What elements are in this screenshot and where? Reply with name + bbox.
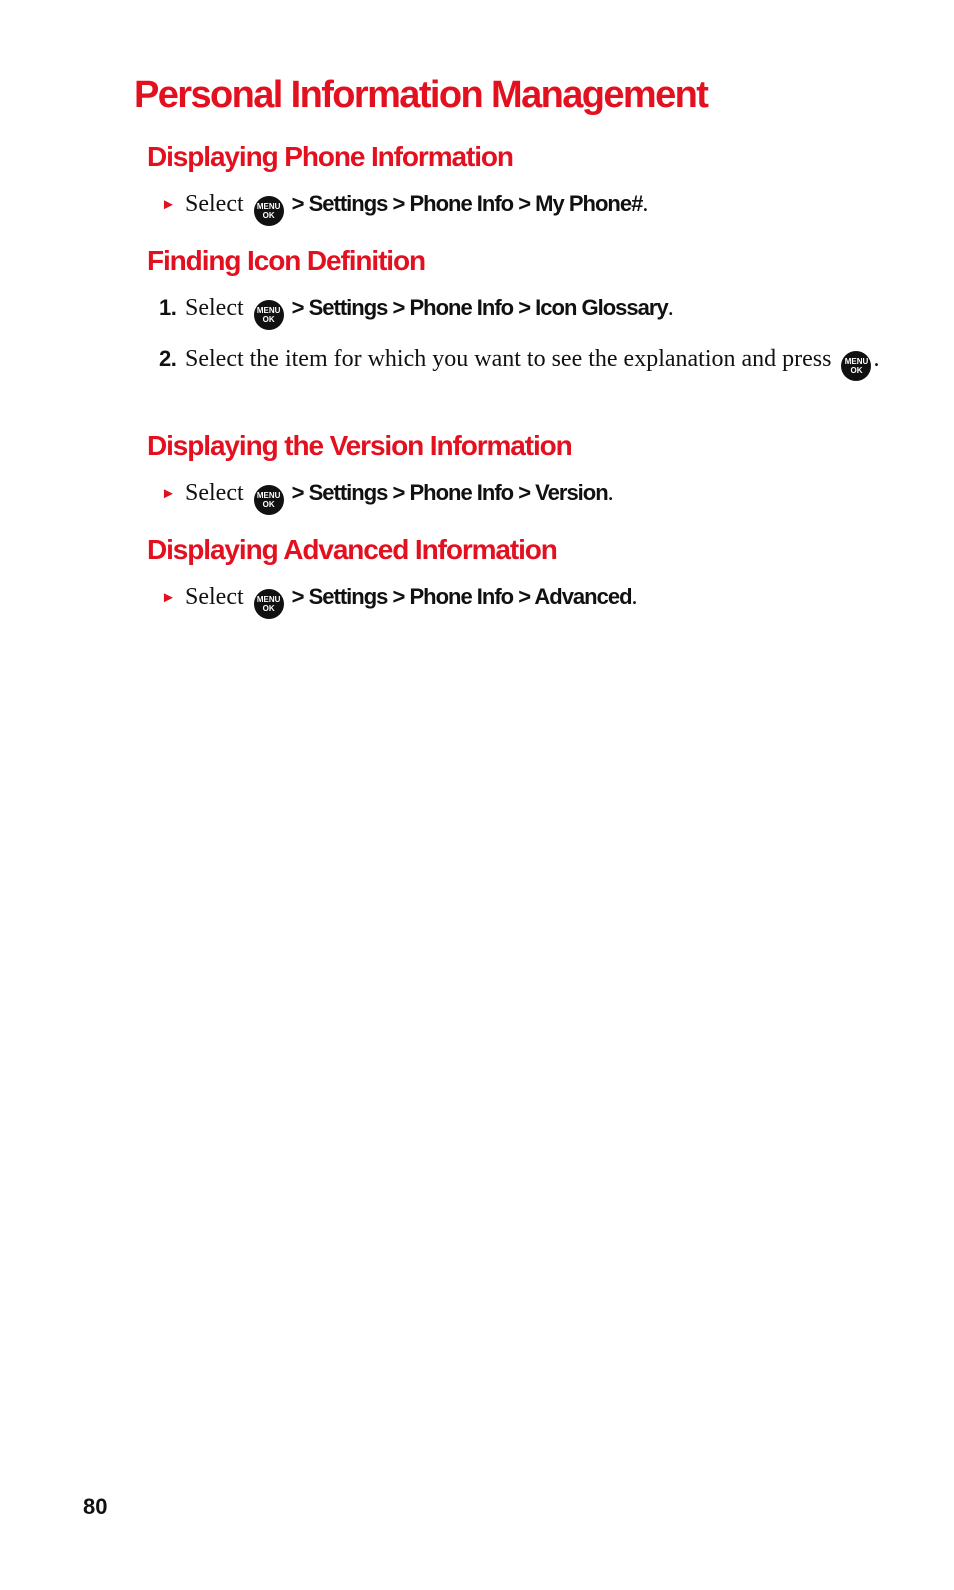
bullet-arrow-icon: ► (161, 485, 176, 502)
step-item (147, 580, 887, 619)
menu-path: > Settings > Phone Info > Version (291, 480, 608, 505)
step-punctuation: . (607, 480, 614, 506)
step-punctuation: . (667, 295, 674, 321)
step-text: Select (185, 295, 244, 321)
section-icon-definition (147, 243, 887, 381)
section-phone-information (147, 139, 887, 226)
step-text: Select (185, 584, 244, 610)
step-punctuation: . (642, 191, 649, 217)
menu-ok-key-icon: MENU OK (254, 485, 284, 515)
step-number: 2. (159, 346, 177, 371)
page-title: Personal Information Management (134, 74, 708, 116)
page-number: 80 (83, 1494, 108, 1519)
step-text: Select the item for which you want to see the explanation and press (185, 346, 832, 372)
step-text: Select (185, 191, 244, 217)
step-punctuation: . (873, 346, 880, 372)
step-number: 1. (159, 295, 177, 320)
section-version-information (147, 428, 887, 515)
section-title: Displaying Advanced Information (147, 534, 557, 565)
section-advanced-information (147, 532, 887, 619)
menu-ok-key-icon: MENU OK (254, 300, 284, 330)
bullet-arrow-icon: ► (161, 196, 176, 213)
step-item (147, 291, 887, 330)
step-item (147, 342, 887, 381)
step-punctuation: . (631, 584, 638, 610)
menu-ok-key-icon: MENU OK (841, 351, 871, 381)
step-item (147, 476, 887, 515)
menu-path: > Settings > Phone Info > Icon Glossary (291, 295, 668, 320)
bullet-arrow-icon: ► (161, 589, 176, 606)
section-title: Finding Icon Definition (147, 245, 425, 276)
menu-path: > Settings > Phone Info > My Phone# (291, 191, 643, 216)
menu-path: > Settings > Phone Info > Advanced (291, 584, 632, 609)
menu-ok-key-icon: MENU OK (254, 196, 284, 226)
section-title: Displaying the Version Information (147, 430, 572, 461)
step-item (147, 187, 887, 226)
menu-ok-key-icon: MENU OK (254, 589, 284, 619)
section-title: Displaying Phone Information (147, 141, 513, 172)
step-text: Select (185, 480, 244, 506)
